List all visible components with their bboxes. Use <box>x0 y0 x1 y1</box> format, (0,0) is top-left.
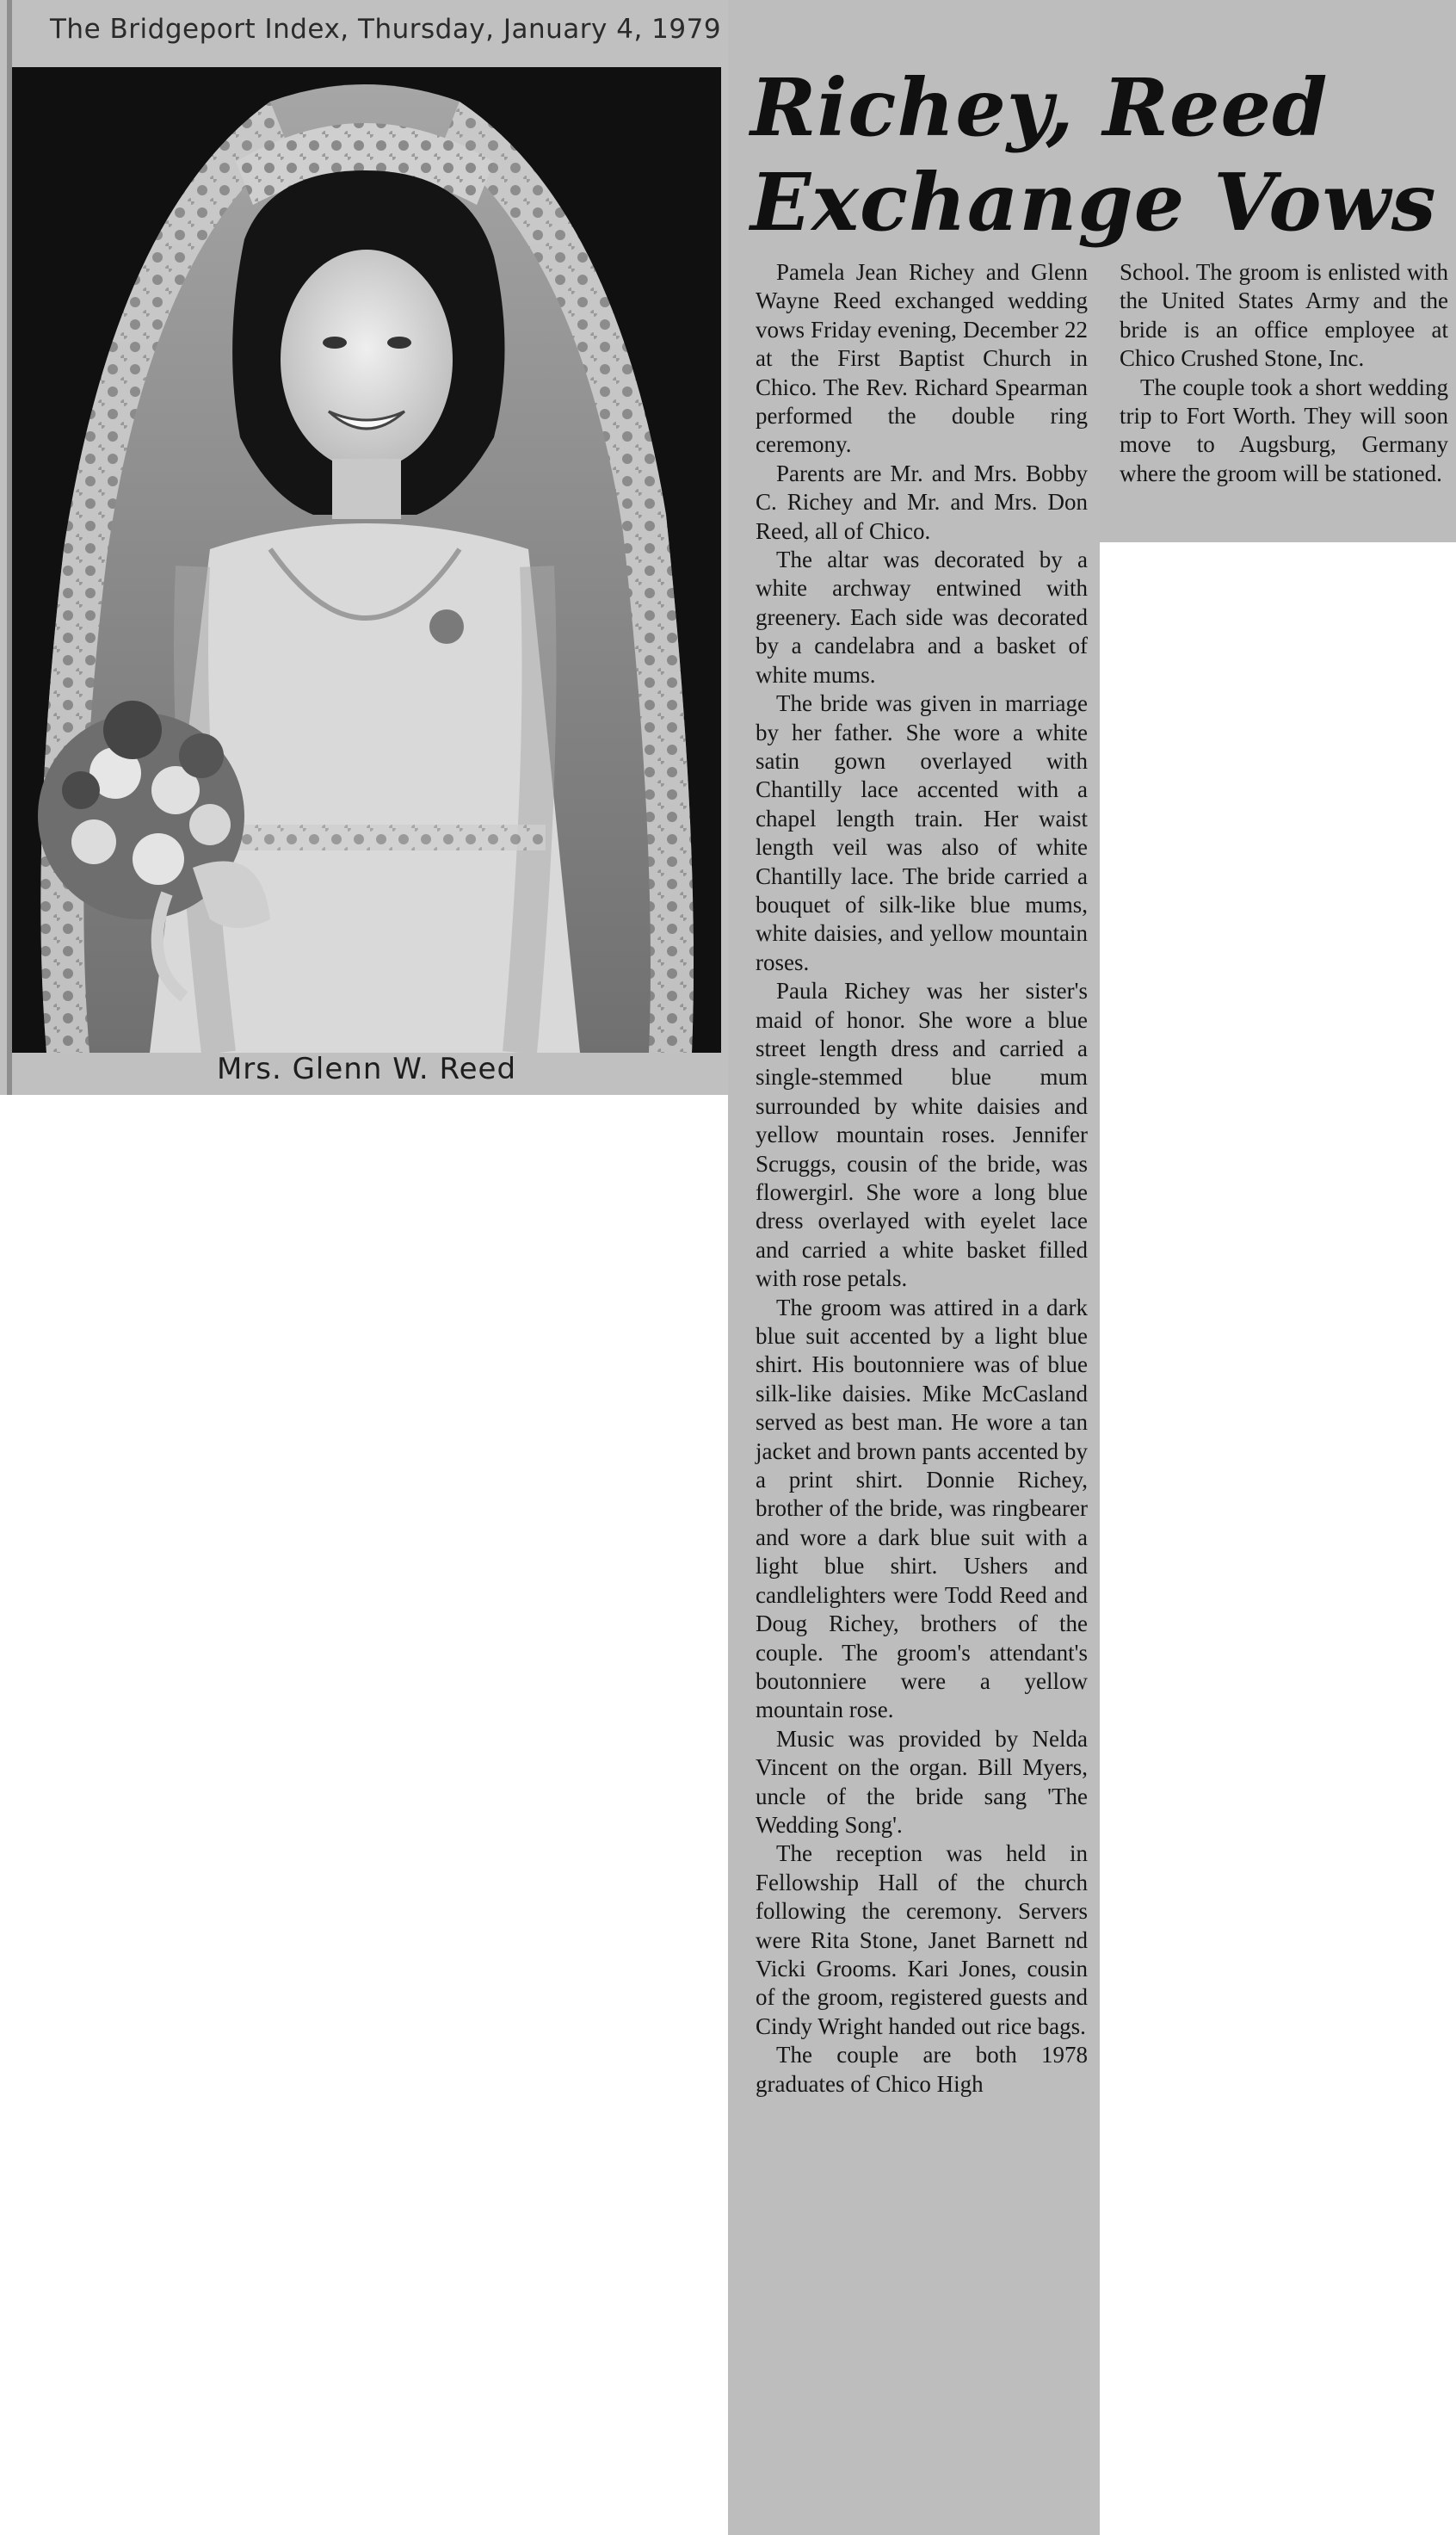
dateline: The Bridgeport Index, Thursday, January 4, 1979 <box>50 14 722 45</box>
paragraph: Paula Richey was her sister's maid of honor. She wore a blue street length dress and carried a single-stemmed blue mum surrounded by white daisies and yellow mountain roses. Jennifer Scruggs, cousin of the bride, was flowergirl. She wore a long blue dress overlayed with eyelet lace and carried a white basket filled with rose petals. <box>756 978 1088 1292</box>
paragraph: Pamela Jean Richey and Glenn Wayne Reed exchanged wedding vows Friday evening, December 22 at the First Baptist Church in Chico. The Rev. Richard Spearman performed the double ring ceremony. <box>756 259 1088 458</box>
paragraph: The groom was attired in a dark blue suit accented by a light blue shirt. His boutonniere was of blue silk-like daisies. Mike McCasland served as best man. He wore a tan jacket and brown pants accented by a print shirt. Donnie Richey, brother of the bride, was ringbearer and wore a dark blue suit with a light blue shirt. Ushers and candlelighters were Todd Reed and Doug Richey, brothers of the couple. The groom's attendant's boutonniere were a yellow mountain rose. <box>756 1294 1088 1723</box>
paragraph: Music was provided by Nelda Vincent on the organ. Bill Myers, uncle of the bride sang 'The Wedding Song'. <box>756 1725 1088 1838</box>
photo-caption: Mrs. Glenn W. Reed <box>216 1052 517 1086</box>
paragraph: The couple are both 1978 graduates of Chico High <box>756 2042 1088 2097</box>
headline-line-2: Exchange Vows <box>750 156 1437 249</box>
article-headline <box>750 60 1439 250</box>
paragraph: Parents are Mr. and Mrs. Bobby C. Richey and Mr. and Mrs. Don Reed, all of Chico. <box>756 460 1088 544</box>
bride-photo <box>12 67 721 1053</box>
paragraph: The reception was held in Fellowship Hall of the church following the ceremony. Servers were Rita Stone, Janet Barnett nd Vicki Grooms. Kari Jones, cousin of the groom, registered guests and Cindy Wright handed out rice bags. <box>756 1840 1088 2039</box>
article-column-left <box>756 258 1088 2099</box>
article-column-right <box>1120 258 1448 488</box>
paragraph: The couple took a short wedding trip to Fort Worth. They will soon move to Augsburg, Germany where the groom will be stationed. <box>1120 374 1448 486</box>
paragraph: School. The groom is enlisted with the United States Army and the bride is an office employee at Chico Crushed Stone, Inc. <box>1120 259 1448 372</box>
paragraph: The bride was given in marriage by her father. She wore a white satin gown overlayed with Chantilly lace accented with a chapel length train. Her waist length veil was also of white Chantilly lace. The bride carried a bouquet of silk-like blue mums, white daisies, and yellow mountain roses. <box>756 690 1088 975</box>
headline-line-1: Richey, Reed <box>750 61 1329 154</box>
paragraph: The altar was decorated by a white archway entwined with greenery. Each side was decorated by a candelabra and a basket of white mums. <box>756 547 1088 688</box>
